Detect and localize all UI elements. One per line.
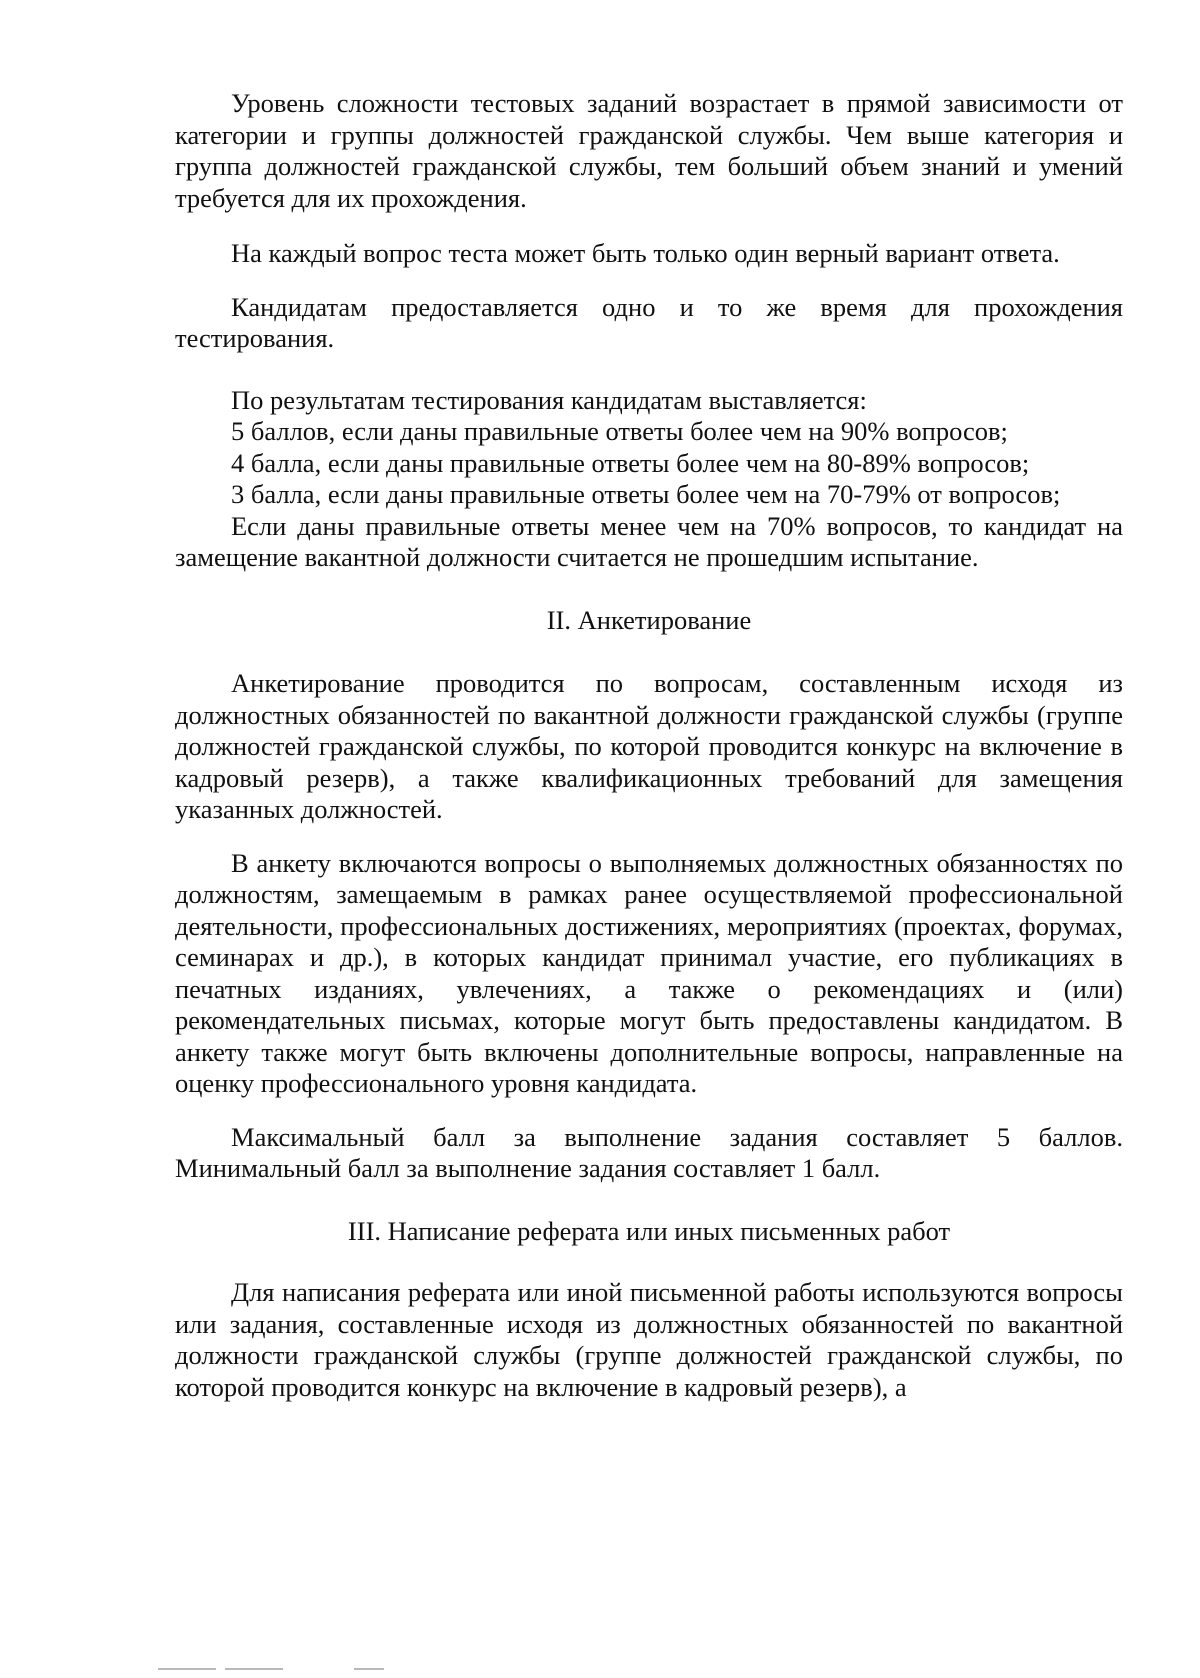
- scan-mark-middle: [225, 1668, 283, 1670]
- scoring-line-5: 5 баллов, если даны правильные ответы более чем на 90% вопросов;: [231, 416, 1008, 446]
- section-2-title: II. Анкетирование: [546, 604, 752, 635]
- paragraph-test-difficulty: Уровень сложности тестовых заданий возрастает в прямой зависимости от категории и группы должностей гражданской службы. Чем выше категория и группа должностей гражданской службы, тем больший объем знаний и умений требуется для их прохождения.: [175, 88, 1123, 213]
- scoring-block: [175, 385, 1123, 574]
- scoring-intro: По результатам тестирования кандидатам выставляется:: [231, 384, 867, 415]
- paragraph-equal-time: Кандидатам предоставляется одно и то же время для прохождения тестирования.: [175, 291, 1123, 353]
- scoring-fail: Если даны правильные ответы менее чем на 70% вопросов, то кандидат на замещение вакантной должности считается не прошедшим испытание.: [175, 510, 1123, 572]
- document-body: [175, 88, 1123, 1403]
- scoring-line-3: 3 балла, если даны правильные ответы более чем на 70-79% от вопросов;: [231, 479, 1061, 509]
- scan-mark-left: [158, 1668, 216, 1670]
- scoring-line-4: 4 балла, если даны правильные ответы более чем на 80-89% вопросов;: [231, 447, 1030, 478]
- paragraph-single-answer: На каждый вопрос теста может быть только один верный вариант ответа.: [231, 238, 1060, 268]
- scan-mark-right: [354, 1668, 384, 1670]
- section-2-paragraph-score: Максимальный балл за выполнение задания составляет 5 баллов. Минимальный балл за выполнение задания составляет 1 балл.: [175, 1121, 1123, 1183]
- section-3-paragraph-essay: Для написания реферата или иной письменной работы используются вопросы или задания, составленные исходя из должностных обязанностей по вакантной должности гражданской службы (группе должностей гражданской службы, по которой проводится конкурс на включение в кадровый резерв), а: [175, 1277, 1123, 1402]
- section-2-paragraph-questionnaire: В анкету включаются вопросы о выполняемых должностных обязанностях по должностям, замещаемым в рамках ранее осуществляемой профессиональной деятельности, профессиональных достижениях, мероприятиях (проектах, форумах, семинарах и др.), в которых кандидат принимал участие, его публикациях в печатных изданиях, увлечениях, а также о рекомендациях и (или) рекомендательных письмах, которые могут быть предоставлены кандидатом. В анкету также могут быть включены дополнительные вопросы, направленные на оценку профессионального уровня кандидата.: [175, 847, 1123, 1098]
- section-3-title: III. Написание реферата или иных письменных работ: [347, 1215, 951, 1246]
- section-2-paragraph-scope: Анкетирование проводится по вопросам, составленным исходя из должностных обязанностей по вакантной должности гражданской службы (группе должностей гражданской службы, по которой проводится конкурс на включение в кадровый резерв), а также квалификационных требований для замещения указанных должностей.: [175, 668, 1123, 824]
